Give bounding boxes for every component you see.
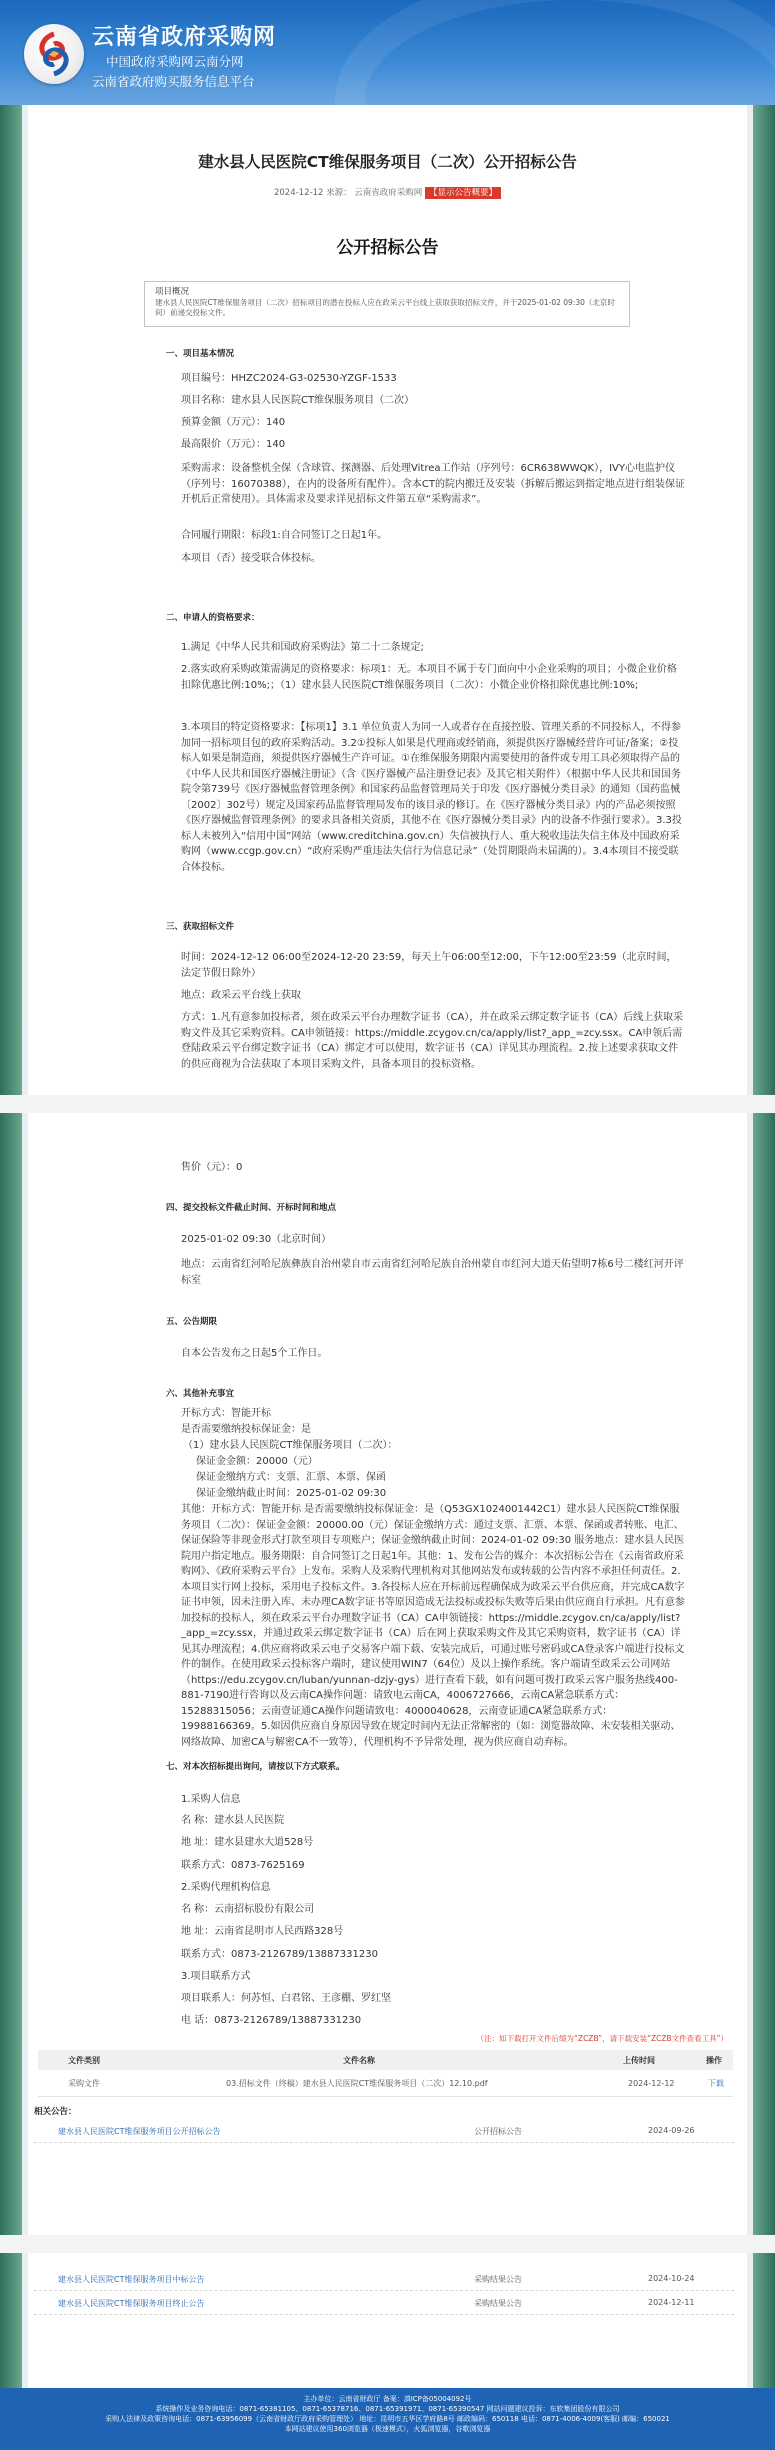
related-item bbox=[34, 2268, 734, 2291]
acquire-place: 地点：政采云平台线上获取 bbox=[181, 990, 301, 1001]
acquire-method: 方式：1.凡有意参加投标者，须在政采云平台办理数字证书（CA），并在政采云绑定数字证书（CA）后线上获取采购文件及其它采购资料。CA申领链接：https://middle.zcygov.cn/ca/apply/list?_app_=zcy.ssx。CA申领后需登陆政采云平台绑定数字证书（CA）绑定才可以使用，数字证书（CA）详见其办理流程。2.按上述要求获取文件的供应商视为合法获取了本项目采购文件，具备本项目的投标资格。 bbox=[181, 1012, 684, 1070]
project-name: 项目名称：建水县人民医院CT维保服务项目（二次） bbox=[181, 395, 415, 406]
consortium-note: 本项目（否）接受联合体投标。 bbox=[181, 553, 321, 564]
agency-phone: 联系方式：0873-2126789/13887331230 bbox=[181, 1949, 378, 1960]
site-subtitle-1: 中国政府采购网云南分网 bbox=[106, 54, 244, 69]
project-code: 项目编号：HHZC2024-G3-02530-YZGF-1533 bbox=[181, 373, 397, 384]
footer-line-4: 本网站建议使用360浏览器（极速模式），火狐浏览器，谷歌浏览器 bbox=[284, 2425, 491, 2433]
agency-info-title: 2.采购代理机构信息 bbox=[181, 1882, 271, 1893]
section-title-7: 七、对本次招标提出询问，请按以下方式联系。 bbox=[166, 1762, 345, 1772]
project-contact-title: 3.项目联系方式 bbox=[181, 1971, 251, 1982]
related-item-link[interactable]: 建水县人民医院CT维保服务项目公开招标公告 bbox=[58, 2127, 221, 2136]
qualification-item-2: 2.落实政府采购政策需满足的资格要求：标项1：无。本项目不属于专门面向中小企业采购的项目；小微企业价格扣除优惠比例:10%;；（1）建水县人民医院CT维保服务项目（二次）：小微企业价格扣除优惠比例:10%; bbox=[181, 664, 677, 691]
header-decoration bbox=[335, 0, 775, 105]
download-link[interactable]: 下载 bbox=[708, 2078, 724, 2088]
side-band-right bbox=[753, 2253, 775, 2388]
related-item-date: 2024-10-24 bbox=[648, 2274, 695, 2283]
page-gap bbox=[0, 2235, 775, 2253]
article-source: 来源： 云南省政府采购网 bbox=[326, 188, 423, 198]
site-header bbox=[0, 0, 775, 105]
col-filename: 文件名称 bbox=[343, 2055, 375, 2065]
project-overview-box bbox=[144, 281, 630, 327]
purchaser-address: 地 址：建水县建水大道528号 bbox=[181, 1837, 314, 1848]
purchaser-info-title: 1.采购人信息 bbox=[181, 1794, 241, 1805]
file-table-header bbox=[38, 2050, 733, 2070]
max-price: 最高限价（万元）：140 bbox=[181, 439, 286, 450]
other-details: 其他：开标方式：智能开标 是否需要缴纳投标保证金：是（Q53GX1024001442C1）建水县人民医院CT维保服务项目（二次）：保证金金额：20000.00（元）保证金缴纳方式：通过支票、汇票、本票、保函或者转账、电汇、保证保险等非现金形式打款至项目专项账户；保证金缴纳截止时间：2024-01-02 09:30 服务地点：建水县人民医院用户指定地点。服务期限：自合同签订之日起1年。其他：1、发布公告的媒介：本次招标公告在《云南省政府采购网》、《政府采购云平台》上发布。采购人及采购代理机构对其他网站发布或转载的公告内容不承担任何责任。2.本项目实行网上投标，采用电子投标文件。3.各投标人应在开标前远程确保成为政采云平台供应商，并完成CA数字证书申领，因未注册入库、未办理CA数字证书等原因造成无法投标或投标失败等后果由供应商自行承担。凡有意参加投标的投标人，须在政采云平台办理数字证书（CA）CA申领链接：https://middle.zcygov.cn/ca/apply/list?_app_=zcy.ssx，并通过政采云绑定数字证书（CA）后在网上获取采购文件及其它采购资料，数字证书（CA）详见其办理流程；4.供应商将政采云电子交易客户端下载、安装完成后，可通过账号密码或CA登录客户端进行投标文件的制作。在使用政采云投标客户端时，建议使用WIN7（64位）及以上操作系统。客户端请至政采云公司网站（https://edu.zcygov.cn/luban/yunnan-dzjy-gys）进行查看下载，如有问题可拨打政采云客户服务热线400-881-7190进行咨询以及云南CA操作问题：请致电云南CA，4006727666，云南CA紧急联系方式：15288315056；云南壹证通CA操作问题请致电：4000040628，云南壹证通CA紧急联系方式：19988166369。5.如因供应商自身原因导致在规定时间内无法正常解密的（如：浏览器故障、未安装相关驱动、网络故障、加密CA与解密CA不一致等），代理机构不予异常处理，视为供应商自动弃标。 bbox=[181, 1504, 685, 1748]
related-item-type: 公开招标公告 bbox=[474, 2127, 522, 2136]
project-contact-phone: 电 话：0873-2126789/13887331230 bbox=[181, 2015, 362, 2026]
section-title-4: 四、提交投标文件截止时间、开标时间和地点 bbox=[166, 1203, 337, 1213]
overview-text: 建水县人民医院CT维保服务项目（二次）招标项目的潜在投标人应在政采云平台线上获取获取招标文件，并于2025-01-02 09:30（北京时间）前递交投标文件。 bbox=[155, 298, 615, 317]
related-item-type: 采购结果公告 bbox=[474, 2275, 522, 2284]
file-category: 采购文件 bbox=[68, 2078, 100, 2088]
bid-opening-method: 开标方式：智能开标 bbox=[181, 1408, 271, 1419]
site-subtitle-2: 云南省政府购买服务信息平台 bbox=[92, 74, 255, 89]
deposit-deadline: 保证金缴纳截止时间：2025-01-02 09:30 bbox=[196, 1488, 387, 1499]
deposit-required: 是否需要缴纳投标保证金：是 bbox=[181, 1424, 311, 1435]
related-item-date: 2024-12-11 bbox=[648, 2298, 695, 2307]
section-title-6: 六、其他补充事宜 bbox=[166, 1389, 235, 1399]
article-meta bbox=[0, 186, 775, 198]
section-title-2: 二、申请人的资格要求： bbox=[166, 613, 260, 623]
agency-address: 地 址：云南省昆明市人民西路328号 bbox=[181, 1926, 344, 1937]
footer-line-2: 系统操作及业务咨询电话：0871-65381105、0871-65378716、0871-65391971、0871-65390547 网站问题建议投诉：东软集团股份有限公司 bbox=[155, 2405, 620, 2413]
site-footer bbox=[0, 2388, 775, 2450]
related-item bbox=[34, 2292, 734, 2315]
purchaser-phone: 联系方式：0873-7625169 bbox=[181, 1860, 305, 1871]
qualification-item-1: 1.满足《中华人民共和国政府采购法》第二十二条规定; bbox=[181, 642, 424, 653]
contract-period: 合同履行期限：标段1:自合同签订之日起1年。 bbox=[181, 530, 388, 541]
article-date: 2024-12-12 bbox=[273, 188, 324, 198]
col-action: 操作 bbox=[706, 2055, 722, 2065]
col-category: 文件类别 bbox=[68, 2055, 100, 2065]
qualification-item-3: 3.本项目的特定资格要求：【标项1】3.1 单位负责人为同一人或者存在直接控股、管理关系的不同投标人，不得参加同一招标项目包的政府采购活动。3.2①投标人如果是代理商或经销商，须提供医疗器械经营许可证/备案；②投标人如果是制造商，须提供医疗器械生产许可证。①在维保服务期限内需要使用的备件或专用工具必须取得产品的《中华人民共和国医疗器械注册证》（含《医疗器械产品注册登记表》及其它相关附件）（根据中华人民共和国国务院令第739号《医疗器械监督管理条例》和国家药品监督管理局关于印发《医疗器械分类目录》的通知（国药监械〔2002〕302号）规定及国家药品监督管理局发布的该目录的修订。在《医疗器械分类目录》内的产品必须按照《医疗器械监督管理条例》的要求具备相关资质，其他不在《医疗器械分类目录》内的设备不作强行要求）。3.3投标人未被列入“信用中国”网站（www.creditchina.gov.cn）失信被执行人、重大税收违法失信主体及中国政府采购网（www.ccgp.gov.cn）“政府采购严重违法失信行为信息记录”（处罚期限尚未届满的）。3.4本项目不接受联合体投标。 bbox=[181, 722, 682, 873]
footer-line-1: 主办单位：云南省财政厅 备案：滇ICP备05004092号 bbox=[303, 2395, 472, 2403]
deadline-place: 地点：云南省红河哈尼族彝族自治州蒙自市云南省红河哈尼族自治州蒙自市红河大道天佑望明7栋6号二楼红河开评标室 bbox=[181, 1259, 684, 1286]
procurement-requirement: 采购需求：设备整机全保（含球管、探测器、后处理Vitrea工作站（序列号：6CR638WWQK），IVY心电监护仪（序列号：16070388），在内的设备所有配件）。含本CT的院内搬迁及安装（拆解后搬运到指定地点进行组装保证开机后正常使用）。具体需求及要求详见招标文件第五章“采购需求”。 bbox=[181, 463, 685, 505]
side-band-left bbox=[0, 1113, 22, 2235]
section-title-3: 三、获取招标文件 bbox=[166, 922, 235, 932]
col-upload-time: 上传时间 bbox=[623, 2055, 655, 2065]
article-title: 建水县人民医院CT维保服务项目（二次）公开招标公告 bbox=[198, 153, 577, 171]
deposit-project: （1）建水县人民医院CT维保服务项目（二次）： bbox=[183, 1440, 398, 1451]
table-row bbox=[38, 2070, 733, 2097]
notice-period: 自本公告发布之日起5个工作日。 bbox=[181, 1348, 328, 1359]
deadline-time: 2025-01-02 09:30（北京时间） bbox=[181, 1234, 332, 1245]
site-logo-icon[interactable] bbox=[24, 24, 84, 84]
purchaser-name: 名 称：建水县人民医院 bbox=[181, 1815, 285, 1826]
related-item bbox=[34, 2120, 734, 2143]
zczb-notice: （注：如下载打开文件后缀为“ZCZB”，请下载安装“ZCZB文件查看工具”） bbox=[476, 2034, 728, 2043]
side-band-right bbox=[753, 1113, 775, 2235]
section-title-5: 五、公告期限 bbox=[166, 1317, 218, 1327]
related-title: 相关公告： bbox=[34, 2107, 77, 2117]
file-name-link[interactable]: 03.招标文件（终稿）建水县人民医院CT维保服务项目（二次）12.10.pdf bbox=[226, 2078, 488, 2088]
page-gap bbox=[0, 1095, 775, 1113]
document-price: 售价（元）：0 bbox=[181, 1162, 243, 1173]
section-title-1: 一、项目基本情况 bbox=[166, 349, 235, 359]
side-band-left bbox=[0, 2253, 22, 2388]
overview-label: 项目概况 bbox=[155, 287, 190, 297]
footer-line-3: 采购人法律及政策咨询电话：0871-63956099（云南省财政厅政府采购管理处） 地址：昆明市五华区学府路8号 邮政编码：650118 电话：0871-4006-4009(客服) 邮编：650021 bbox=[105, 2415, 670, 2423]
acquire-time: 时间：2024-12-12 06:00至2024-12-20 23:59，每天上午06:00至12:00，下午12:00至23:59（北京时间，法定节假日除外） bbox=[181, 952, 677, 979]
related-item-type: 采购结果公告 bbox=[474, 2299, 522, 2308]
notice-heading: 公开招标公告 bbox=[336, 238, 439, 258]
related-item-link[interactable]: 建水县人民医院CT维保服务项目中标公告 bbox=[58, 2275, 205, 2284]
file-upload-time: 2024-12-12 bbox=[628, 2078, 675, 2088]
deposit-amount: 保证金金额：20000（元） bbox=[196, 1456, 318, 1467]
budget-amount: 预算金额（万元）：140 bbox=[181, 417, 286, 428]
site-title: 云南省政府采购网 bbox=[92, 25, 277, 50]
show-summary-link[interactable]: 【显示公告概要】 bbox=[425, 187, 501, 199]
agency-name: 名 称：云南招标股份有限公司 bbox=[181, 1904, 315, 1915]
related-item-link[interactable]: 建水县人民医院CT维保服务项目终止公告 bbox=[58, 2299, 205, 2308]
project-contacts: 项目联系人：何苏恒、白君铭、王彦棚、罗红坚 bbox=[181, 1993, 391, 2004]
related-item-date: 2024-09-26 bbox=[648, 2126, 695, 2135]
deposit-method: 保证金缴纳方式：支票、汇票、本票、保函 bbox=[196, 1472, 386, 1483]
